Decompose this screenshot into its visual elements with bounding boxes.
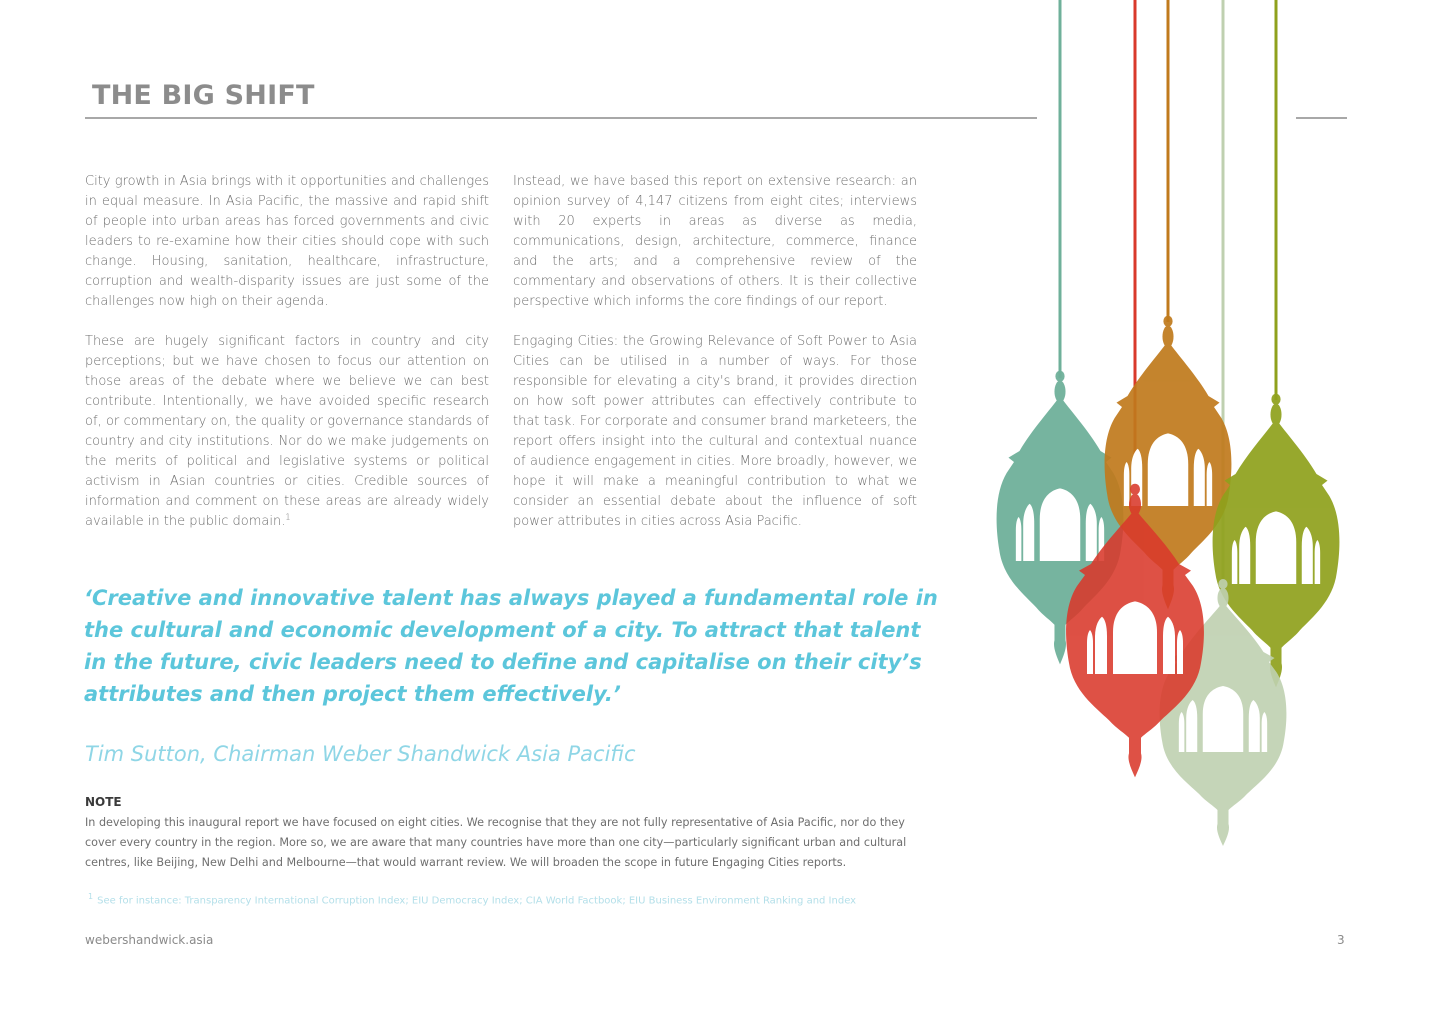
right-column	[513, 172, 917, 552]
footnote-number: 1	[88, 892, 94, 901]
page-title: THE BIG SHIFT	[92, 80, 315, 111]
footer-website: webershandwick.asia	[85, 933, 214, 947]
note-title: NOTE	[85, 795, 122, 809]
paragraph: These are hugely significant factors in country and city perceptions; but we have chosen to focus our attention on those areas of the debate where we believe we can best contribute. Intentionally, we have avoided specific research of, or commentary on, the quality or governance standards of country and city institutions. Nor do we make judgements on the merits of political and legislative systems or political activism in Asian countries or cities. Credible sources of information and comment on these areas are already widely available in the public domain.$^1$	[85, 334, 489, 529]
paragraph: City growth in Asia brings with it opportunities and challenges in equal measure. In Asia Pacific, the massive and rapid shift of people into urban areas has forced governments and civic leaders to re-examine how their cities should cope with such change. Housing, sanitation, healthcare, infrastructure, corruption and wealth-disparity issues are just some of the challenges now high on their agenda.	[85, 174, 489, 309]
left-column	[85, 172, 489, 552]
page-number: 3	[1337, 933, 1345, 947]
footnote-text: See for instance: Transparency International Corruption Index; EIU Democracy Index; CIA World Factbook; EIU Business Environment Ranking and Index	[97, 895, 857, 907]
hanging-lanterns-illustration	[980, 0, 1360, 850]
quote-attribution: Tim Sutton, Chairman Weber Shandwick Asia Pacific	[85, 742, 636, 766]
pull-quote: ‘Creative and innovative talent has always played a fundamental role in the cultural and economic development of a city. To attract that talent in the future, civic leaders need to define and capitalise on their city’s attributes and then project them effectively.’	[84, 586, 938, 706]
footnote-marker: 1	[285, 512, 291, 522]
footnote	[88, 892, 856, 906]
title-divider	[85, 117, 1037, 119]
paragraph: Instead, we have based this report on extensive research: an opinion survey of 4,147 citizens from eight cites; interviews with 20 experts in areas as diverse as media, communications, design, architecture, commerce, finance and the arts; and a comprehensive review of the commentary and observations of others. It is their collective perspective which informs the core findings of our report.	[513, 174, 917, 309]
paragraph: Engaging Cities: the Growing Relevance of Soft Power to Asia Cities can be utilised in a number of ways. For those responsible for elevating a city's brand, it provides direction on how soft power attributes can effectively contribute to that task. For corporate and consumer brand marketeers, the report offers insight into the cultural and contextual nuance of audience engagement in cities. More broadly, however, we hope it will make a meaningful contribution to what we consider an essential debate about the influence of soft power attributes in cities across Asia Pacific.	[513, 334, 917, 529]
note-text: In developing this inaugural report we have focused on eight cities. We recognise that they are not fully representative of Asia Pacific, nor do they cover every country in the region. More so, we are aware that many countries have more than one city—particularly significant urban and cultural centres, like Beijing, New Delhi and Melbourne—that would warrant review. We will broaden the scope in future Engaging Cities reports.	[85, 816, 907, 869]
